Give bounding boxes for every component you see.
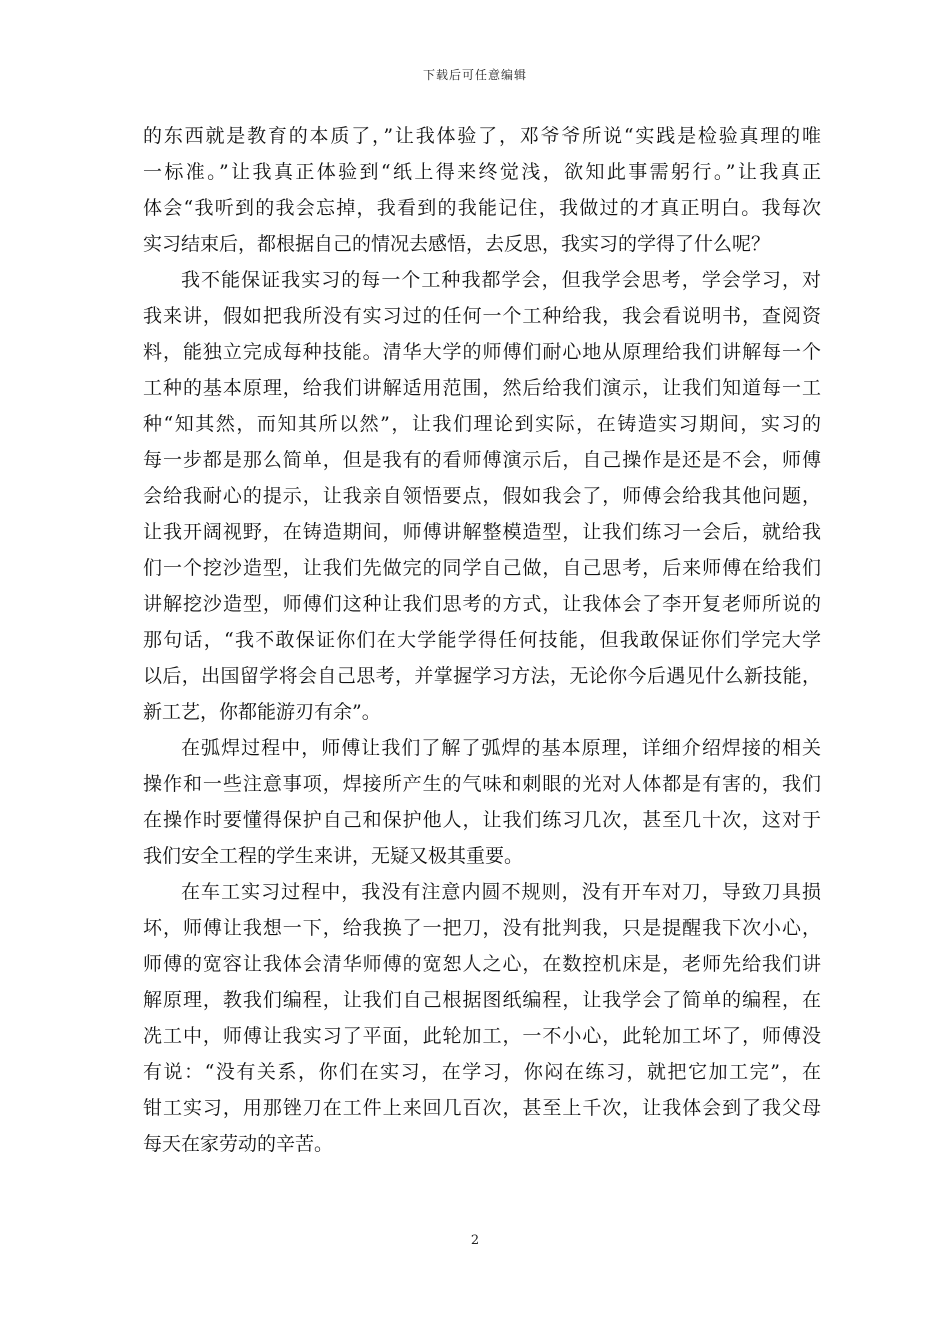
text-line: 体会“我听到的我会忘掉，我看到的我能记住，我做过的才真正明白。我每次 — [143, 197, 821, 219]
page-number: 2 — [470, 1233, 480, 1248]
text-line: 种“知其然，而知其所以然”，让我们理论到实际，在铸造实习期间，实习的 — [143, 413, 821, 435]
text-line: 们一个挖沙造型，让我们先做完的同学自己做，自己思考，后来师傅在给我们 — [143, 557, 821, 579]
text-line: 让我开阔视野，在铸造期间，师傅讲解整模造型，让我们练习一会后，就给我 — [143, 521, 821, 543]
text-line: 师傅的宽容让我体会清华师傅的宽恕人之心，在数控机床是，老师先给我们讲 — [143, 953, 821, 975]
text-line: 冼工中，师傅让我实习了平面，此轮加工，一不小心，此轮加工坏了，师傅没 — [143, 1025, 821, 1047]
text-line: 的东西就是教育的本质了，”让我体验了，邓爷爷所说“实践是检验真理的唯 — [143, 125, 821, 147]
text-line: 新工艺，你都能游刃有余”。 — [143, 701, 381, 723]
paragraph — [143, 118, 821, 262]
page-header: 下载后可任意编辑 — [422, 68, 527, 82]
text-line: 每一步都是那么简单，但是我有的看师傅演示后，自己操作是还是不会，师傅 — [143, 449, 821, 471]
text-line: 工种的基本原理，给我们讲解适用范围，然后给我们演示，让我们知道每一工 — [143, 377, 821, 399]
text-line: 会给我耐心的提示，让我亲自领悟要点，假如我会了，师傅会给我其他问题， — [143, 485, 821, 507]
text-line: 以后，出国留学将会自己思考，并掌握学习方法，无论你今后遇见什么新技能， — [143, 665, 821, 687]
paragraph — [143, 262, 821, 730]
text-line: 解原理，教我们编程，让我们自己根据图纸编程，让我学会了简单的编程，在 — [143, 989, 821, 1011]
document-body — [143, 118, 821, 1162]
text-line: 一标准。”让我真正体验到“纸上得来终觉浅，欲知此事需躬行。”让我真正 — [143, 161, 821, 183]
text-line: 有说：“没有关系，你们在实习，在学习，你闷在练习，就把它加工完”，在 — [143, 1061, 821, 1083]
text-line: 料，能独立完成每种技能。清华大学的师傅们耐心地从原理给我们讲解每一个 — [143, 341, 821, 363]
text-line: 我来讲，假如把我所没有实习过的任何一个工种给我，我会看说明书，查阅资 — [143, 305, 821, 327]
text-line: 我不能保证我实习的每一个工种我都学会，但我学会思考，学会学习，对 — [181, 269, 821, 291]
paragraph — [143, 730, 821, 874]
text-line: 我们安全工程的学生来讲，无疑又极其重要。 — [143, 845, 524, 867]
paragraph — [143, 874, 821, 1162]
text-line: 实习结束后，都根据自己的情况去感悟，去反思，我实习的学得了什么呢？ — [143, 233, 771, 255]
text-line: 在车工实习过程中，我没有注意内圆不规则，没有开车对刀，导致刀具损 — [181, 881, 821, 903]
text-line: 每天在家劳动的辛苦。 — [143, 1133, 334, 1155]
text-line: 坏，师傅让我想一下，给我换了一把刀，没有批判我，只是提醒我下次小心， — [143, 917, 821, 939]
text-line: 那句话，“我不敢保证你们在大学能学得任何技能，但我敢保证你们学完大学 — [143, 629, 821, 651]
text-line: 在弧焊过程中，师傅让我们了解了弧焊的基本原理，详细介绍焊接的相关 — [181, 737, 821, 759]
text-line: 讲解挖沙造型，师傅们这种让我们思考的方式，让我体会了李开复老师所说的 — [143, 593, 821, 615]
text-line: 操作和一些注意事项，焊接所产生的气味和刺眼的光对人体都是有害的，我们 — [143, 773, 821, 795]
text-line: 钳工实习，用那锉刀在工件上来回几百次，甚至上千次，让我体会到了我父母 — [143, 1097, 821, 1119]
text-line: 在操作时要懂得保护自己和保护他人，让我们练习几次，甚至几十次，这对于 — [143, 809, 821, 831]
